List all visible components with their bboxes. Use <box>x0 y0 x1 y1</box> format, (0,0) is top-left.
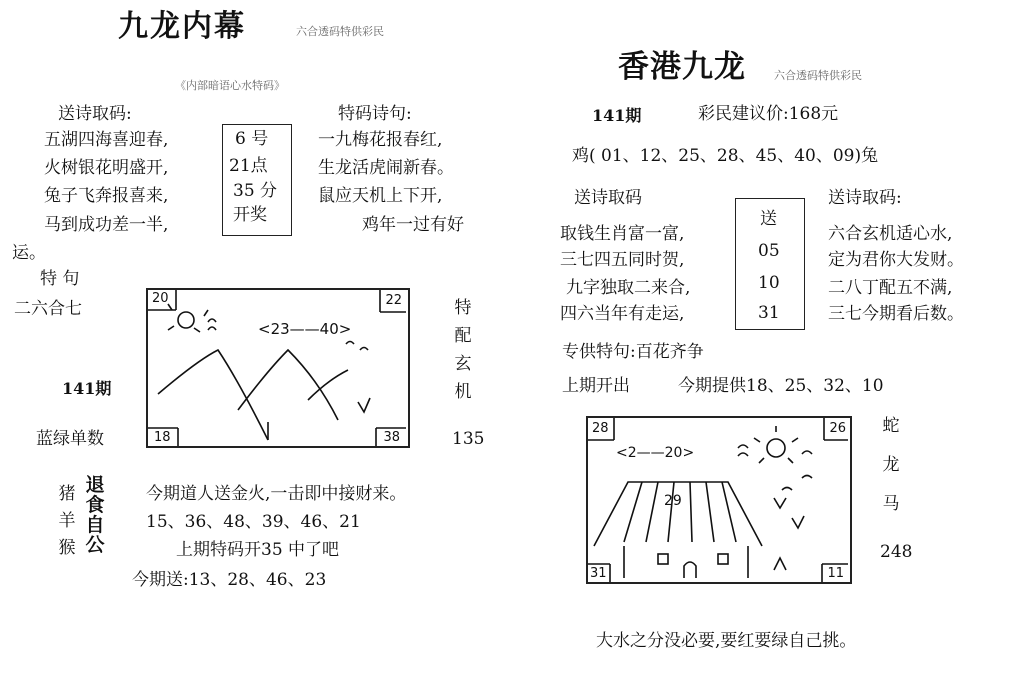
left-sketch-frame <box>146 288 410 448</box>
right-poem-line: 三七四五同时贺, <box>560 250 685 270</box>
house-sketch-drawing <box>588 418 850 582</box>
left-right-number: 135 <box>452 429 485 449</box>
right-right-column-char: 龙 <box>882 455 900 475</box>
left-subtitle: 六合透码特供彩民 <box>296 25 384 38</box>
send-number-box <box>735 198 805 330</box>
sketch-corner-number: 31 <box>590 566 607 581</box>
sketch-corner-number: 18 <box>154 430 171 445</box>
right-poem-line-right: 二八丁配五不满, <box>828 278 953 298</box>
bold-hint-char: 公 <box>85 534 105 556</box>
sketch-range-text: <23——40> <box>258 320 352 338</box>
draw-time-line: 开奖 <box>233 205 267 225</box>
draw-time-line: 35 分 <box>233 181 278 201</box>
sketch-corner-number: 38 <box>383 430 400 445</box>
left-issue: 141期 <box>62 379 112 398</box>
left-poem-tail: 运。 <box>12 243 46 263</box>
left-right-column-char: 特 <box>454 298 472 318</box>
bold-hint-column <box>84 476 106 556</box>
left-right-column-char: 机 <box>454 382 472 402</box>
left-poem-line-right: 一九梅花报春红, <box>318 130 443 150</box>
right-sketch-frame <box>586 416 852 584</box>
right-price: 彩民建议价:168元 <box>698 104 839 124</box>
daoren-line: 今期道人送金火,一击即中接财来。 <box>146 484 407 504</box>
special-label: 特 句 <box>40 269 80 289</box>
send-box-line: 10 <box>758 273 780 293</box>
bold-hint-char: 退 <box>85 474 105 496</box>
bold-hint-char: 食 <box>85 494 105 516</box>
right-poem-heading-right: 送诗取码: <box>828 188 902 208</box>
sketch-corner-number: 20 <box>152 291 169 306</box>
sketch-range-text: <2——20> <box>616 445 695 461</box>
right-poem-line-right: 三七今期看后数。 <box>828 304 964 324</box>
right-issue: 141期 <box>592 106 642 125</box>
sketch-corner-number: 26 <box>829 421 846 436</box>
right-right-column-char: 马 <box>882 494 900 514</box>
right-right-number: 248 <box>880 542 913 562</box>
draw-time-box <box>222 124 292 236</box>
right-poem-line: 取钱生肖富一富, <box>560 224 685 244</box>
right-subtitle: 六合透码特供彩民 <box>774 69 862 82</box>
left-right-column-char: 玄 <box>454 354 472 374</box>
send-box-line: 05 <box>758 241 780 261</box>
left-right-column <box>452 300 474 412</box>
left-poem-line-right: 鼠应天机上下开, <box>318 186 443 206</box>
zodiac-char: 猪 <box>58 484 76 504</box>
left-poem-line: 火树银花明盛开, <box>44 158 169 178</box>
left-tagline: 《内部暗语心水特码》 <box>175 79 285 92</box>
left-poem-line: 马到成功差一半, <box>44 215 169 235</box>
zodiac-column <box>56 486 78 567</box>
zodiac-char: 猴 <box>58 538 76 558</box>
left-poem-heading: 送诗取码: <box>58 104 132 124</box>
right-right-column-char: 蛇 <box>882 416 900 436</box>
send-box-line: 送 <box>760 209 777 229</box>
bold-hint-char: 自 <box>85 514 105 536</box>
right-provide-line: 今期提供18、25、32、10 <box>678 376 884 396</box>
left-poem-line: 五湖四海喜迎春, <box>44 130 169 150</box>
right-special-line: 专供特句:百花齐争 <box>562 342 704 362</box>
color-hint: 蓝绿单数 <box>36 429 104 449</box>
left-poem-line-right: 生龙活虎闹新春。 <box>318 158 454 178</box>
left-poem-line: 兔子飞奔报喜来, <box>44 186 169 206</box>
right-poem-line-right: 六合玄机适心水, <box>828 224 953 244</box>
mountain-sketch-drawing <box>148 290 408 446</box>
right-zodiac-line: 鸡( 01、12、25、28、45、40、09)兔 <box>572 146 879 166</box>
left-title: 九龙内幕 <box>118 9 246 44</box>
send-line: 今期送:13、28、46、23 <box>132 570 327 590</box>
right-poem-line-right: 定为君你大发财。 <box>828 250 964 270</box>
special-value: 二六合七 <box>14 299 82 319</box>
left-poem-heading-right: 特码诗句: <box>338 104 412 124</box>
sketch-corner-number: 22 <box>385 293 402 308</box>
draw-time-line: 21点 <box>229 156 268 176</box>
right-last-period: 上期开出 <box>562 376 630 396</box>
send-box-line: 31 <box>758 303 780 323</box>
right-right-column <box>880 418 902 535</box>
right-poem-heading: 送诗取码 <box>574 188 642 208</box>
sketch-corner-number: 28 <box>592 421 609 436</box>
last-period-line: 上期特码开35 中了吧 <box>176 540 340 560</box>
draw-time-line: 6 号 <box>235 129 269 149</box>
right-poem-line: 九字独取二来合, <box>566 278 691 298</box>
left-right-column-char: 配 <box>454 326 472 346</box>
right-title: 香港九龙 <box>618 49 746 85</box>
left-number-line: 15、36、48、39、46、21 <box>146 512 361 532</box>
zodiac-char: 羊 <box>58 511 76 531</box>
sketch-roof-number: 29 <box>664 493 682 509</box>
left-poem-line-right: 鸡年一过有好 <box>362 215 464 235</box>
right-footer: 大水之分没必要,要红要绿自己挑。 <box>596 631 857 651</box>
right-poem-line: 四六当年有走运, <box>560 304 685 324</box>
sketch-corner-number: 11 <box>827 566 844 581</box>
